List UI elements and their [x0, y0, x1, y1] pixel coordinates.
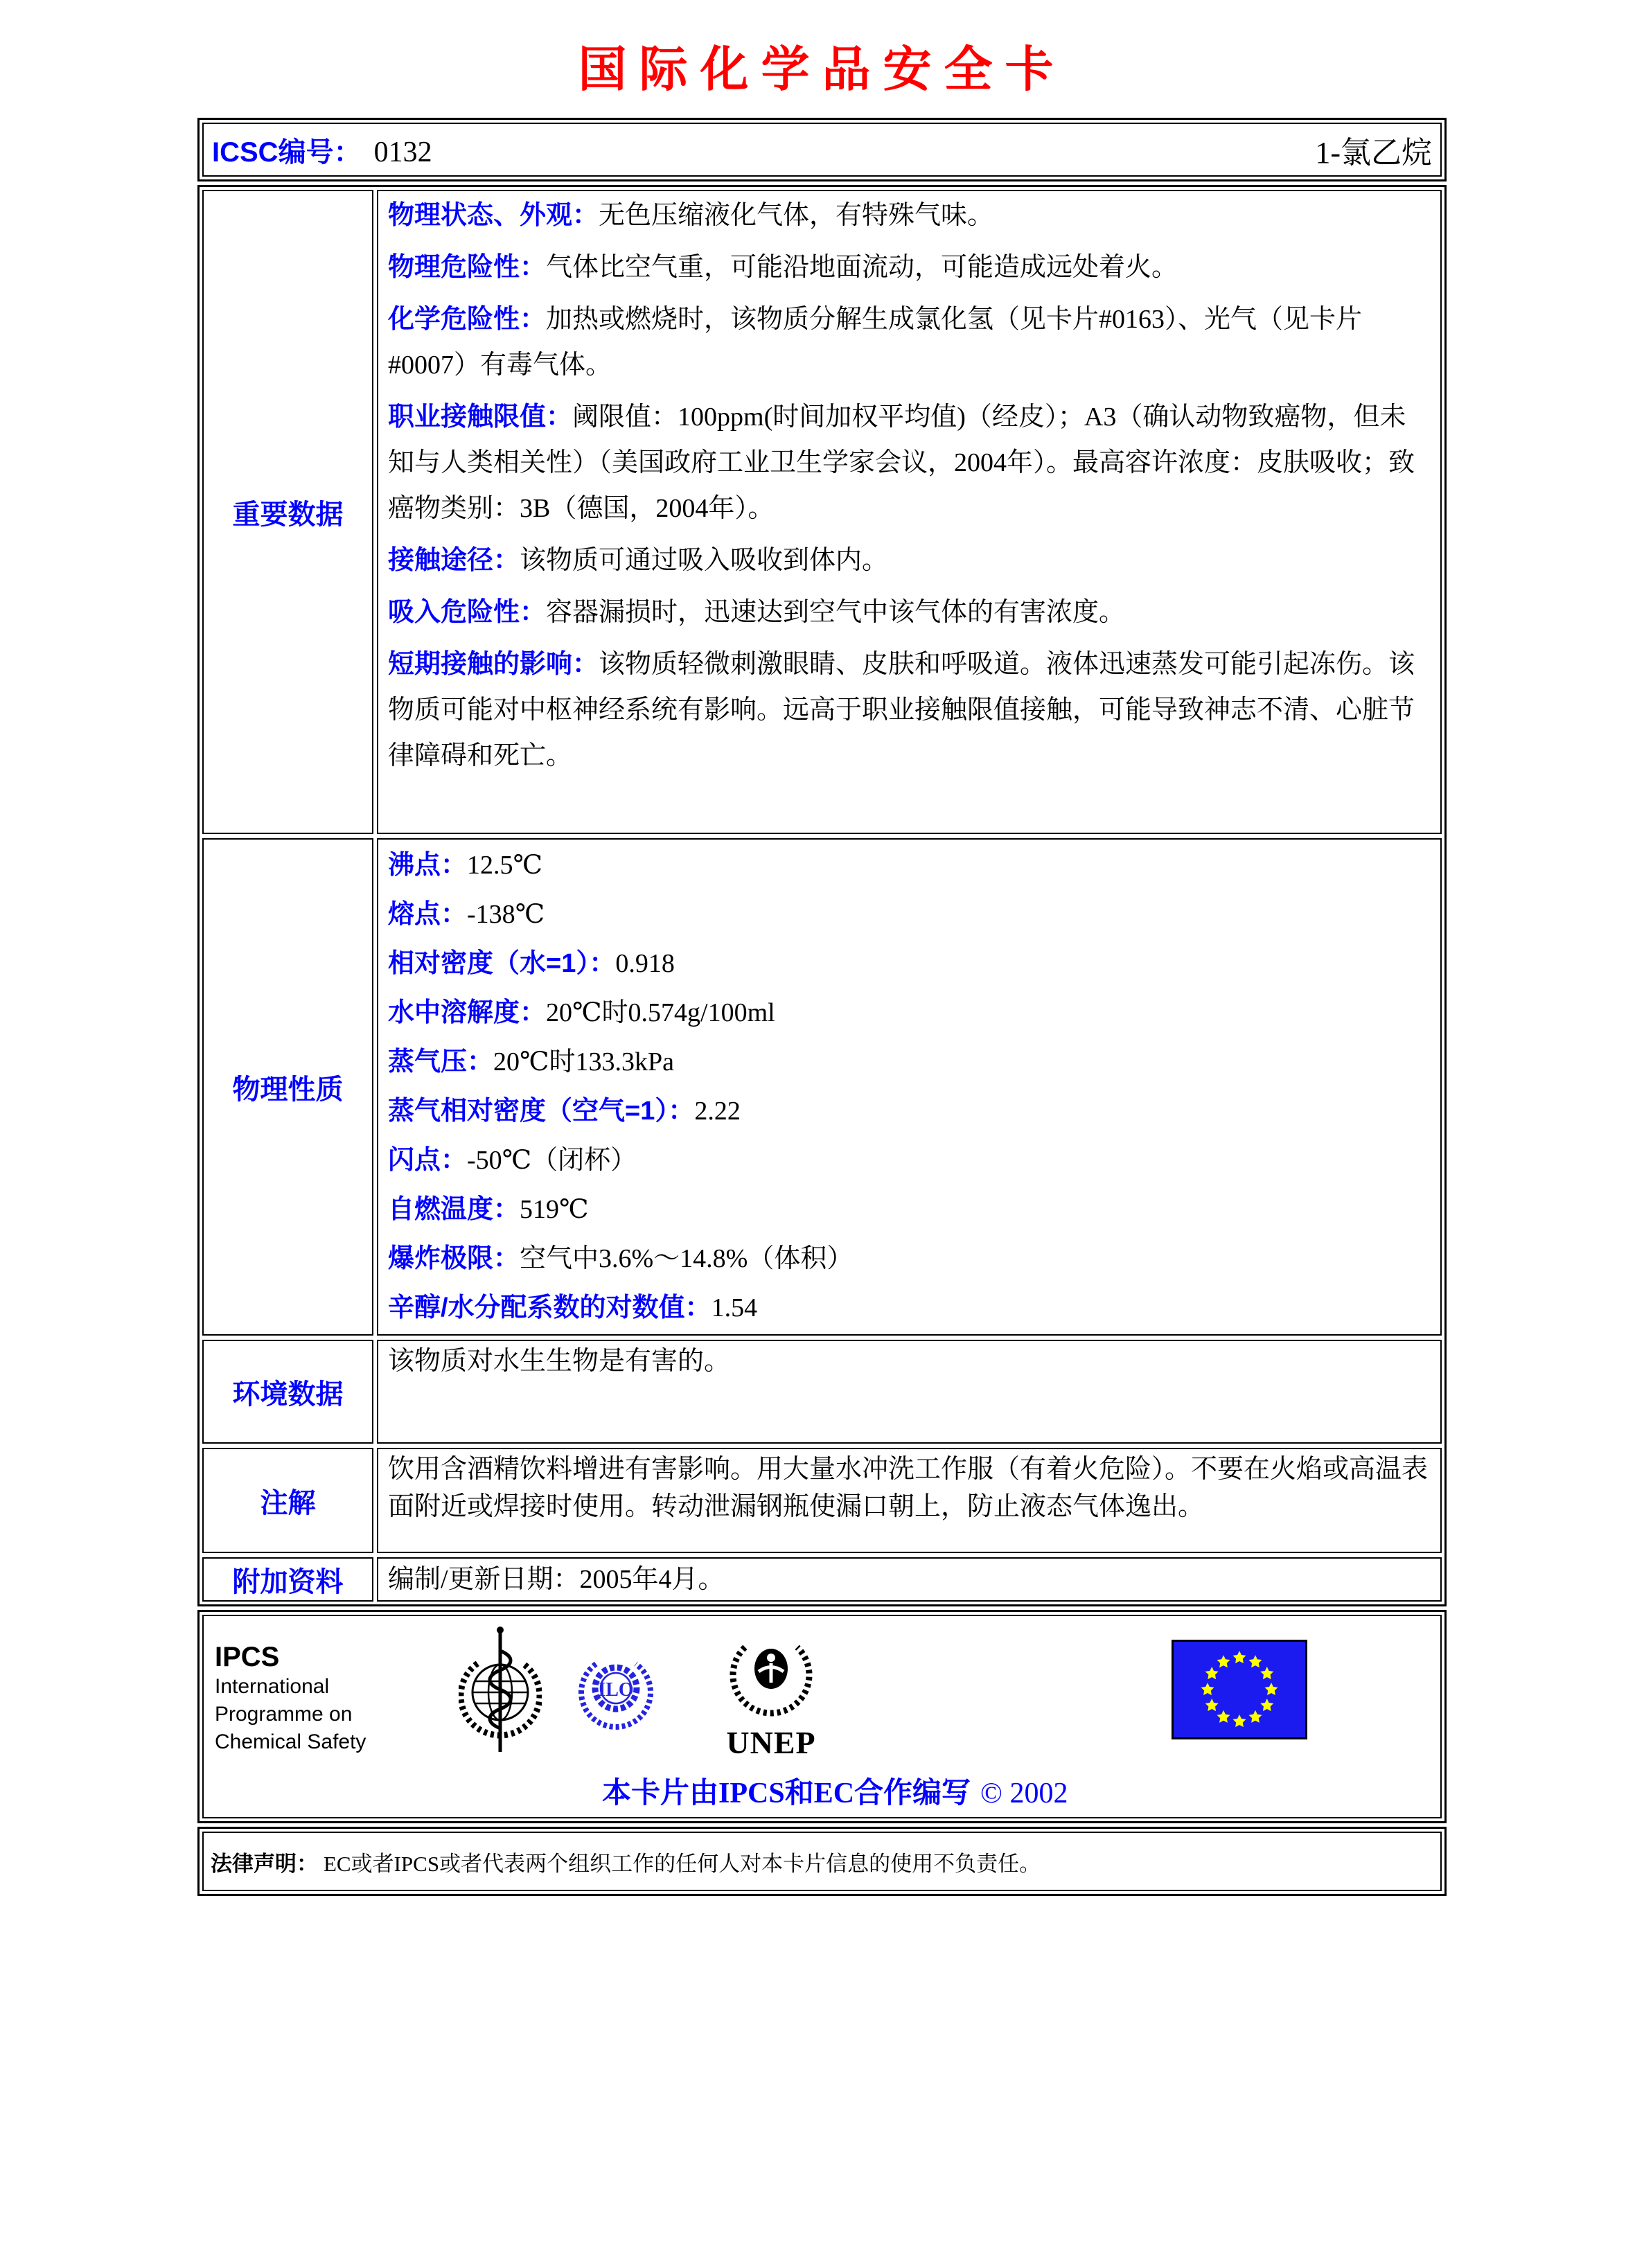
copyright-text: © 2002: [980, 1778, 1068, 1809]
property-value: 0.918: [615, 949, 675, 978]
property-label: 沸点：: [388, 851, 468, 880]
field-label: 物理危险性：: [388, 253, 547, 282]
property-line: [388, 1284, 1431, 1333]
paragraph: [388, 394, 1431, 531]
property-label: 蒸气相对密度（空气=1）：: [388, 1097, 695, 1126]
logo-row: [204, 1620, 1440, 1762]
row-important-data: [202, 190, 1442, 834]
unep-emblem-icon: [723, 1622, 820, 1721]
paragraph: [388, 590, 1431, 635]
icsc-number-group: [212, 130, 432, 170]
property-label: 熔点：: [388, 900, 468, 929]
icsc-number-value: 0132: [373, 136, 432, 168]
field-label: 短期接触的影响：: [388, 650, 599, 679]
property-label: 辛醇/水分配系数的对数值：: [388, 1293, 711, 1322]
paragraph: [388, 245, 1431, 290]
unep-logo: [721, 1622, 822, 1760]
main-table: [197, 185, 1447, 1606]
property-line: [388, 841, 1431, 890]
section-content-important: [377, 190, 1442, 834]
who-logo-icon: [459, 1623, 542, 1762]
section-content-additional: 编制/更新日期：2005年4月。: [377, 1557, 1442, 1602]
field-value: 气体比空气重，可能沿地面流动，可能造成远处着火。: [546, 253, 1178, 282]
legal-notice-row: [202, 1832, 1442, 1891]
row-additional-info: [202, 1557, 1442, 1602]
chemical-name: 1-氯乙烷: [1315, 136, 1432, 170]
property-line: [388, 1185, 1431, 1234]
field-value: 阈限值：100ppm(时间加权平均值)（经皮）；A3（确认动物致癌物，但未知与人类相关性）（美国政府工业卫生学家会议，2004年）。最高容许浓度：皮肤吸收；致癌物类别：3B（德国，2004年）。: [388, 402, 1415, 523]
legal-notice-text: EC或者IPCS或者代表两个组织工作的任何人对本卡片信息的使用不负责任。: [324, 1851, 1041, 1876]
row-environmental-data: [202, 1340, 1442, 1444]
field-label: 化学危险性：: [388, 305, 547, 334]
property-label: 爆炸极限：: [388, 1244, 520, 1273]
ipcs-subtitle-line: Programme on: [215, 1703, 353, 1726]
legal-notice-label: 法律声明：: [211, 1851, 318, 1876]
field-value: 加热或燃烧时，该物质分解生成氯化氢（见卡片#0163）、光气（见卡片#0007）有毒气体。: [388, 305, 1363, 380]
paragraph: [388, 538, 1431, 583]
property-label: 蒸气压：: [388, 1047, 494, 1077]
row-notes: [202, 1448, 1442, 1553]
icsc-number-label: ICSC编号：: [212, 136, 362, 168]
property-value: 519℃: [520, 1195, 589, 1224]
property-label: 自燃温度：: [388, 1195, 520, 1224]
card-body: [197, 118, 1447, 1896]
eu-flag-icon: [1172, 1640, 1307, 1739]
section-label-physical: 物理性质: [202, 838, 373, 1336]
property-line: [388, 1136, 1431, 1185]
field-value: 无色压缩液化气体，有特殊气味。: [599, 201, 994, 230]
credit-text: 本卡片由IPCS和EC合作编写: [602, 1778, 971, 1809]
field-value: 该物质可通过吸入吸收到体内。: [520, 546, 889, 575]
property-value: 1.54: [711, 1293, 758, 1322]
field-label: 吸入危险性：: [388, 598, 547, 627]
section-label-additional: 附加资料: [202, 1557, 373, 1602]
property-line: [388, 1087, 1431, 1136]
property-value: 空气中3.6%～14.8%（体积）: [520, 1244, 854, 1273]
property-value: 20℃时0.574g/100ml: [546, 998, 775, 1027]
property-label: 闪点：: [388, 1146, 468, 1175]
property-line: [388, 890, 1431, 939]
unep-logo-text: UNEP: [726, 1725, 816, 1760]
section-label-environment: 环境数据: [202, 1340, 373, 1444]
logo-table: [197, 1610, 1447, 1823]
property-value: -50℃（闭杯）: [467, 1146, 637, 1175]
property-label: 水中溶解度：: [388, 998, 547, 1027]
field-label: 职业接触限值：: [388, 402, 573, 432]
field-value: 容器漏损时，迅速达到空气中该气体的有害浓度。: [546, 598, 1126, 627]
ipcs-title: IPCS: [215, 1642, 280, 1672]
paragraph: [388, 296, 1431, 388]
logo-row-cell: [202, 1615, 1442, 1818]
section-content-environment: 该物质对水生生物是有害的。: [377, 1340, 1442, 1444]
paragraph: [388, 193, 1431, 238]
ipcs-text-block: [215, 1641, 413, 1756]
property-value: -138℃: [467, 900, 545, 929]
section-label-notes: 注解: [202, 1448, 373, 1553]
property-line: [388, 989, 1431, 1038]
header-row: [202, 123, 1442, 177]
field-label: 物理状态、外观：: [388, 201, 599, 230]
property-line: [388, 1234, 1431, 1284]
property-label: 相对密度（水=1）：: [388, 949, 616, 978]
row-physical-properties: [202, 838, 1442, 1336]
field-label: 接触途径：: [388, 546, 520, 575]
ipcs-subtitle-line: International: [215, 1675, 330, 1698]
property-value: 20℃时133.3kPa: [493, 1047, 675, 1077]
ilo-logo-icon: [578, 1629, 654, 1748]
section-content-notes: 饮用含酒精饮料增进有害影响。用大量水冲洗工作服（有着火危险）。不要在火焰或高温表面附近或焊接时使用。转动泄漏钢瓶使漏口朝上，防止液态气体逸出。: [377, 1448, 1442, 1553]
section-content-physical: [377, 838, 1442, 1336]
property-value: 2.22: [694, 1097, 741, 1126]
property-line: [388, 939, 1431, 989]
page-title: 国际化学品安全卡: [578, 44, 1066, 97]
ilo-logo-text: ILO: [598, 1679, 634, 1701]
header-table: [197, 118, 1447, 181]
legal-table: [197, 1827, 1447, 1896]
field-value: 该物质轻微刺激眼睛、皮肤和呼吸道。液体迅速蒸发可能引起冻伤。该物质可能对中枢神经系统有影响。远高于职业接触限值接触，可能导致神志不清、心脏节律障碍和死亡。: [388, 650, 1415, 770]
section-label-important: 重要数据: [202, 190, 373, 834]
card-credit-caption: [602, 1770, 1440, 1811]
property-line: [388, 1038, 1431, 1087]
property-value: 12.5℃: [467, 851, 543, 880]
paragraph: [388, 641, 1431, 779]
ipcs-subtitle-line: Chemical Safety: [215, 1730, 366, 1753]
